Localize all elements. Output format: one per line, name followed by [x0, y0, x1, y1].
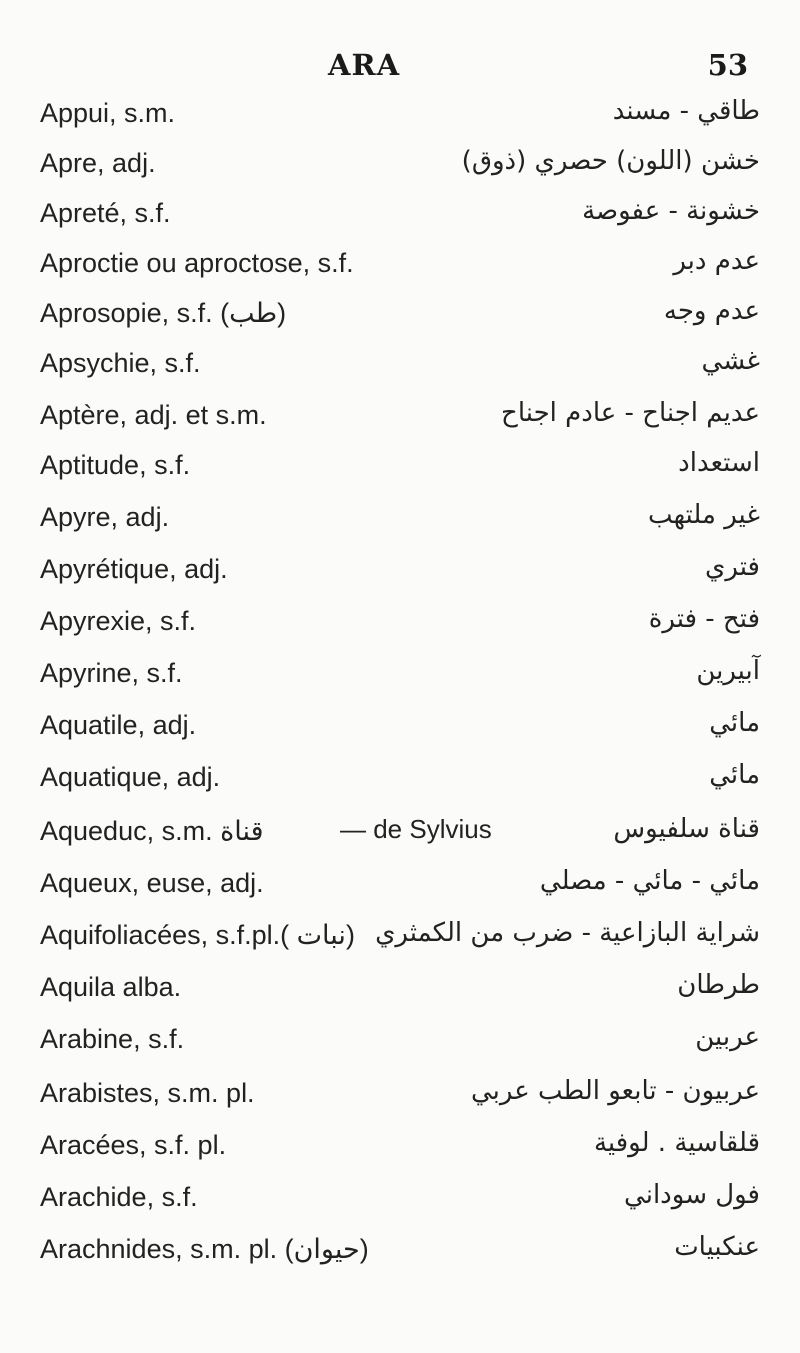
french-term: Aproctie ou aproctose, s.f.	[40, 248, 354, 278]
list-item	[0, 296, 800, 344]
french-term: Aptère, adj. et s.m.	[40, 400, 267, 430]
french-term: Aquatique, adj.	[40, 762, 221, 792]
list-item	[0, 656, 800, 704]
french-term: Apyre, adj.	[40, 502, 170, 532]
list-item	[0, 918, 800, 966]
french-term: Arabistes, s.m. pl.	[40, 1078, 255, 1108]
list-item	[0, 1076, 800, 1124]
french-term: Aracées, s.f. pl.	[40, 1130, 227, 1160]
french-term: Arabine, s.f.	[40, 1024, 185, 1054]
list-item	[0, 760, 800, 808]
arabic-translation: عربين	[695, 1022, 760, 1052]
arabic-translation: فتح - فترة	[648, 604, 760, 634]
french-term: Appui, s.m.	[40, 98, 176, 128]
french-term: Apreté, s.f.	[40, 198, 171, 228]
french-term: Aquila alba.	[40, 972, 182, 1002]
arabic-translation: عنكبيات	[674, 1232, 760, 1262]
arabic-translation: مائي	[709, 760, 760, 790]
arabic-translation: عدم دبر	[673, 246, 760, 276]
french-term: Apyrine, s.f.	[40, 658, 183, 688]
list-item	[0, 708, 800, 756]
french-term: Arachide, s.f.	[40, 1182, 198, 1212]
list-item	[0, 346, 800, 394]
sub-entry: — de Sylvius	[340, 814, 492, 844]
french-term: Aquifoliacées, s.f.pl.( نبات)	[40, 920, 355, 950]
arabic-translation: عربيون - تابعو الطب عربي	[470, 1076, 760, 1106]
running-head: ARA	[328, 48, 401, 82]
french-term: Aptitude, s.f.	[40, 450, 191, 480]
arabic-translation: آبيرين	[696, 656, 760, 686]
french-term: Apyrexie, s.f.	[40, 606, 197, 636]
list-item	[0, 552, 800, 600]
arabic-translation: غشي	[701, 346, 760, 376]
list-item	[0, 500, 800, 548]
list-item	[0, 398, 800, 446]
list-item	[0, 448, 800, 496]
list-item	[0, 970, 800, 1018]
arabic-translation: خشونة - عفوصة	[582, 196, 760, 226]
arabic-translation: عدم وجه	[663, 296, 760, 326]
arabic-translation: قناة سلفيوس	[613, 814, 760, 844]
list-item	[0, 1022, 800, 1070]
arabic-translation: استعداد	[678, 448, 760, 478]
list-item	[0, 866, 800, 914]
arabic-translation: فول سوداني	[624, 1180, 760, 1210]
arabic-translation: مائي - مائي - مصلي	[539, 866, 760, 896]
french-term: Apre, adj.	[40, 148, 156, 178]
arabic-translation: طاقي - مسند	[612, 96, 760, 126]
list-item	[0, 96, 800, 144]
list-item	[0, 1232, 800, 1280]
list-item	[0, 146, 800, 194]
arabic-translation: غير ملتهب	[648, 500, 760, 530]
arabic-translation: قلقاسية . لوفية	[593, 1128, 760, 1158]
arabic-translation: خشن (اللون) حصري (ذوق)	[461, 146, 760, 176]
page-header	[0, 48, 800, 98]
arabic-translation: شراية البازاعية - ضرب من الكمثري	[375, 918, 760, 948]
french-term: Aqueduc, s.m. قناة	[40, 816, 264, 846]
french-term: Aqueux, euse, adj.	[40, 868, 264, 898]
arabic-translation: طرطان	[677, 970, 760, 1000]
list-item	[0, 1180, 800, 1228]
arabic-translation: فتري	[705, 552, 760, 582]
list-item	[0, 814, 800, 862]
french-term: Apsychie, s.f.	[40, 348, 201, 378]
french-term: Arachnides, s.m. pl. (حيوان)	[40, 1234, 369, 1264]
list-item	[0, 1128, 800, 1176]
list-item	[0, 196, 800, 244]
arabic-translation: عديم اجناح - عادم اجناح	[501, 398, 760, 428]
french-term: Apyrétique, adj.	[40, 554, 228, 584]
list-item	[0, 246, 800, 294]
page-number: 53	[707, 48, 748, 82]
french-term: Aquatile, adj.	[40, 710, 197, 740]
arabic-translation: مائي	[709, 708, 760, 738]
french-term: Aprosopie, s.f. (طب)	[40, 298, 287, 328]
list-item	[0, 604, 800, 652]
